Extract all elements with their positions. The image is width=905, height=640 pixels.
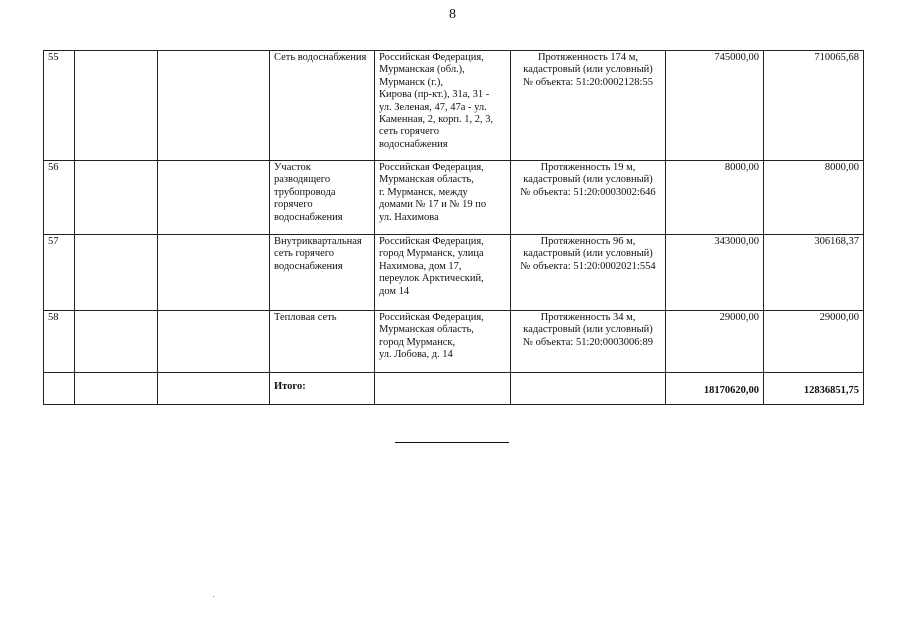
- empty-cell: [75, 51, 158, 161]
- total-row: [44, 373, 864, 405]
- residual-value: 29000,00: [764, 311, 864, 373]
- object-characteristics: Протяженность 19 м, кадастровый (или условный) № объекта: 51:20:0003002:646: [511, 161, 666, 235]
- empty-cell: [158, 373, 270, 405]
- residual-value: 306168,37: [764, 235, 864, 311]
- property-register-table: [43, 50, 864, 405]
- object-address: Российская Федерация, Мурманская (обл.), Мурманск (г.), Кирова (пр-кт.), 31а, 31 - ул. Зеленая, 47, 47а - ул. Каменная, 2, корп. 1, 2, 3, сеть горячего водоснабжения: [375, 51, 511, 161]
- object-characteristics: Протяженность 34 м, кадастровый (или условный) № объекта: 51:20:0003006:89: [511, 311, 666, 373]
- object-name: Участок разводящего трубопровода горячего водоснабжения: [270, 161, 375, 235]
- residual-value: 8000,00: [764, 161, 864, 235]
- empty-cell: [158, 235, 270, 311]
- empty-cell: [158, 311, 270, 373]
- book-value: 29000,00: [666, 311, 764, 373]
- empty-cell: [75, 373, 158, 405]
- object-characteristics: Протяженность 174 м, кадастровый (или условный) № объекта: 51:20:0002128:55: [511, 51, 666, 161]
- object-address: Российская Федерация, Мурманская область, г. Мурманск, между домами № 17 и № 19 по ул. Нахимова: [375, 161, 511, 235]
- object-address: Российская Федерация, город Мурманск, улица Нахимова, дом 17, переулок Арктический, дом 14: [375, 235, 511, 311]
- object-characteristics: Протяженность 96 м, кадастровый (или условный) № объекта: 51:20:0002021:554: [511, 235, 666, 311]
- scan-speck: [213, 596, 214, 597]
- total-residual-value: 12836851,75: [764, 373, 864, 405]
- row-number: 55: [44, 51, 75, 161]
- end-of-document-line: [395, 442, 509, 443]
- residual-value: 710065,68: [764, 51, 864, 161]
- empty-cell: [158, 161, 270, 235]
- book-value: 745000,00: [666, 51, 764, 161]
- row-number: 57: [44, 235, 75, 311]
- empty-cell: [75, 161, 158, 235]
- book-value: 8000,00: [666, 161, 764, 235]
- row-number: 56: [44, 161, 75, 235]
- book-value: 343000,00: [666, 235, 764, 311]
- table-row: [44, 51, 864, 161]
- table-row: [44, 235, 864, 311]
- empty-cell: [158, 51, 270, 161]
- table-row: [44, 311, 864, 373]
- row-number: 58: [44, 311, 75, 373]
- total-book-value: 18170620,00: [666, 373, 764, 405]
- page-number: 8: [449, 7, 456, 22]
- empty-cell: [75, 235, 158, 311]
- object-address: Российская Федерация, Мурманская область, город Мурманск, ул. Лобова, д. 14: [375, 311, 511, 373]
- object-name: Тепловая сеть: [270, 311, 375, 373]
- empty-cell: [511, 373, 666, 405]
- empty-cell: [75, 311, 158, 373]
- total-label: Итого:: [270, 373, 375, 405]
- empty-cell: [375, 373, 511, 405]
- object-name: Внутриквартальная сеть горячего водоснабжения: [270, 235, 375, 311]
- object-name: Сеть водоснабжения: [270, 51, 375, 161]
- table-row: [44, 161, 864, 235]
- empty-cell: [44, 373, 75, 405]
